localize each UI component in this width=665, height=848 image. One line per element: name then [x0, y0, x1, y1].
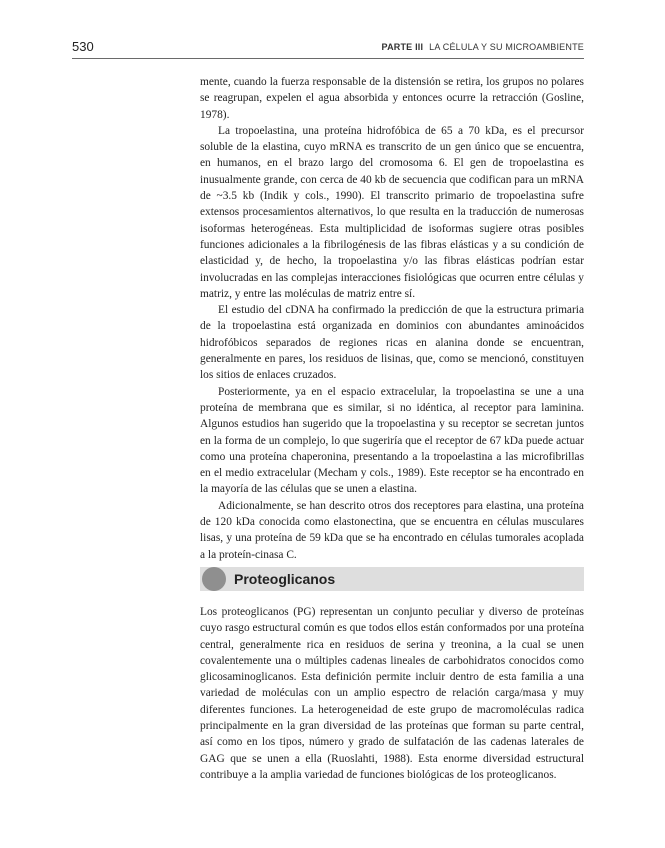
page-number: 530 [72, 39, 94, 54]
section-body-text [200, 604, 584, 783]
paragraph: Posteriormente, ya en el espacio extracelular, la tropoelastina se une a una proteína de membrana que es similar, si no idéntica, al receptor para laminina. Algunos estudios han sugerido que la tropoelastina y su receptor se secretan juntos en la forma de un complejo, lo que sugeriría que el receptor de 67 kDa puede actuar como una proteína chaperonina, presentando a la tropoelastina a las microfibrillas en el medio extracelular (Mecham y cols., 1989). Este receptor se ha encontrado en la mayoría de las células que se unen a elastina. [200, 385, 584, 496]
paragraph: mente, cuando la fuerza responsable de la distensión se retira, los grupos no polares se reagrupan, expelen el agua absorbida y entonces ocurre la retracción (Gosline, 1978). [200, 76, 584, 121]
paragraph: El estudio del cDNA ha confirmado la predicción de que la estructura primaria de la tropoelastina está organizada en dominios con abundantes aminoácidos hidrofóbicos separados de regiones ricas en alanina donde se encuentran, generalmente en pares, los residuos de lisinas, que, como se mencionó, constituyen los sitios de enlaces cruzados. [200, 304, 584, 382]
body-text [200, 74, 584, 563]
paragraph: Los proteoglicanos (PG) representan un conjunto peculiar y diverso de proteínas cuyo rasgo estructural común es que todos ellos están conformados por una proteína central, generalmente rica en residuos de serina y treonina, a la cual se unen covalentemente una o múltiples cadenas lineales de carbohidratos conocidos como glicosaminoglicanos. Esta definición permite incluir dentro de esta familia a una variedad de moléculas con un amplio espectro de relación carga/masa y muy diferentes funciones. La heterogeneidad de este grupo de macromoléculas radica principalmente en la gran diversidad de las proteínas que forman su parte central, así como en los tipos, número y grado de sulfatación de las cadenas laterales de GAG que se unen a ella (Ruoslahti, 1988). Esta enorme diversidad estructural contribuye a la amplia variedad de funciones biológicas de los proteoglicanos. [200, 606, 585, 781]
running-head-part: PARTE III [381, 42, 424, 52]
page-header [72, 40, 584, 59]
section-title: Proteoglicanos [234, 571, 336, 587]
section-bullet-icon [202, 567, 226, 591]
running-head [382, 42, 584, 52]
paragraph: La tropoelastina, una proteína hidrofóbica de 65 a 70 kDa, es el precursor soluble de la elastina, cuyo mRNA es transcrito de un gen único que se encuentra, en humanos, en el brazo largo del cromosoma 6. El gen de tropoelastina es inusualmente grande, con cerca de 40 kb de secuencia que codifican para un mRNA de ~3.5 kb (Indik y cols., 1990). El transcrito primario de tropoelastina sufre extensos procesamientos alternativos, lo que resulta en la traducción de numerosas isoformas heterogéneas. Esta multiplicidad de isoformas sugiere otras posibles funciones adicionales a la fibrilogénesis de las fibras elásticas y a su condición de elasticidad y, de hecho, la tropoelastina y/o las fibras elásticas podrían estar involucradas en las complejas interacciones fisiológicas que ocurren entre células y matriz, y entre las moléculas de matriz entre sí. [200, 124, 584, 300]
section-heading [200, 567, 584, 591]
running-head-title: LA CÉLULA Y SU MICROAMBIENTE [429, 42, 584, 52]
paragraph: Adicionalmente, se han descrito otros dos receptores para elastina, una proteína de 120 kDa conocida como elastonectina, que se encuentra en células musculares lisas, y una proteína de 59 kDa que se ha encontrado en células tumorales acoplada a la proteín-cinasa C. [200, 499, 584, 561]
